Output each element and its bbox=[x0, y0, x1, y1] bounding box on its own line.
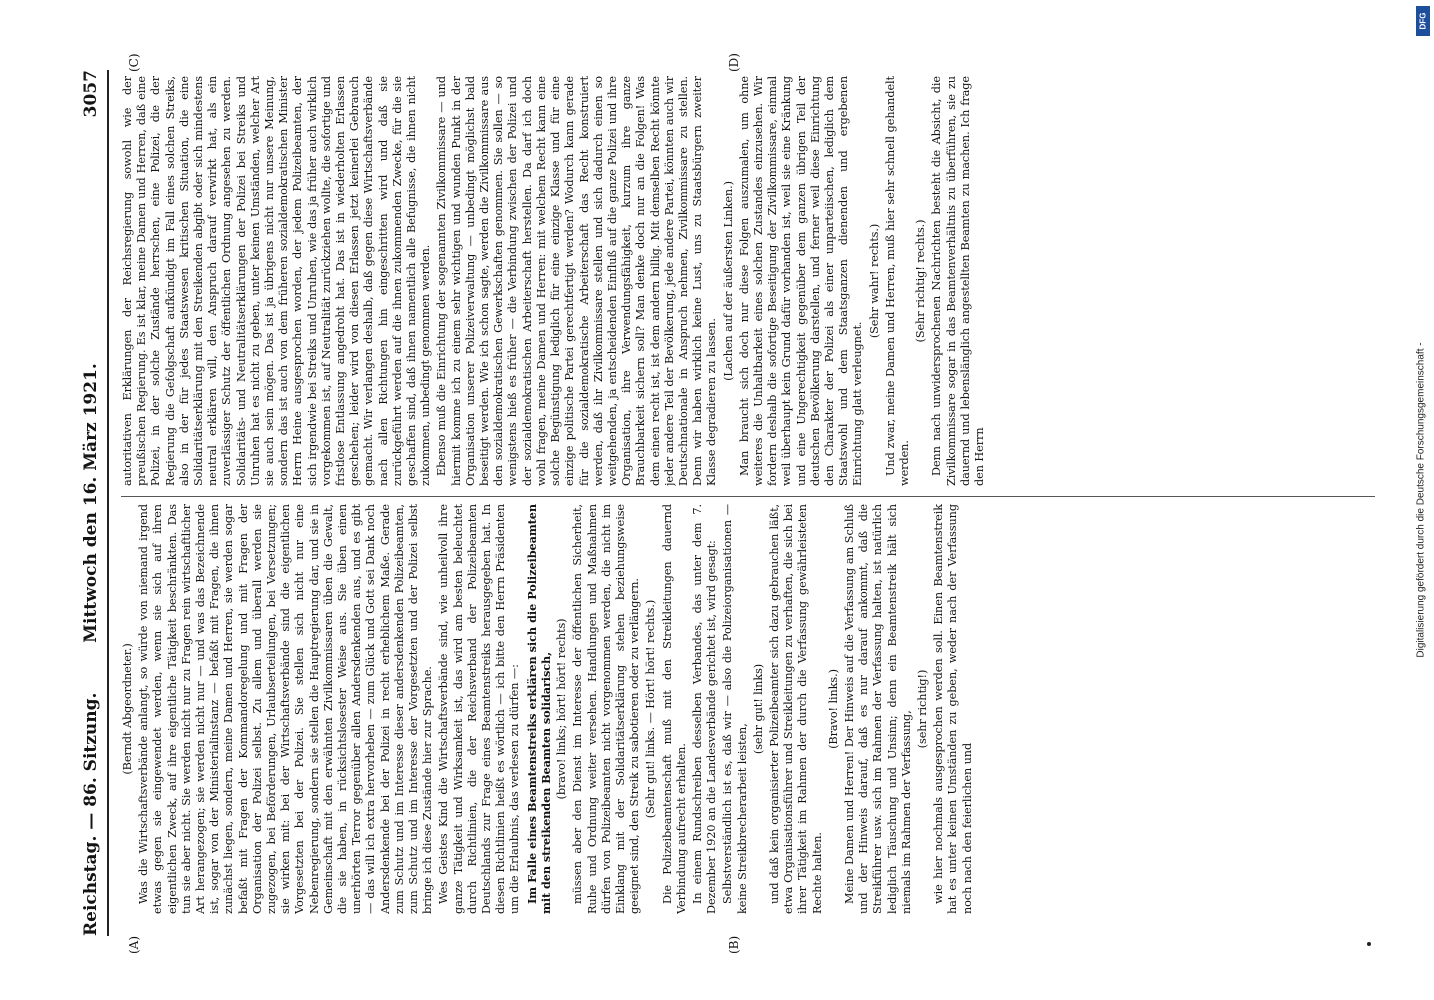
margin-marker-a: (A) bbox=[127, 935, 141, 954]
header-date: Mittwoch den 16. März 1921. bbox=[81, 363, 101, 643]
interjection: (Bravo! links.) bbox=[826, 669, 840, 749]
interjection: (sehr gut! links) bbox=[751, 663, 765, 755]
interjection: (Sehr wahr! rechts.) bbox=[867, 223, 881, 339]
margin-marker-d: (D) bbox=[727, 53, 741, 72]
paragraph: Meine Damen und Herren! Der Hinweis auf die Verfassung am Schluß und der Hinweis darauf, daß es nur darauf ankommt, daß die Streikführer usw. sich im Rahmen der Verfassung halten, ist natürlich lediglich Täuschung und Unsinn; denn ein Beamtenstreik hält sich niemals im Rahmen der Verfassung, bbox=[842, 504, 913, 914]
interjection: (sehr richtig!) bbox=[915, 669, 929, 749]
quote-paragraph: Im Falle eines Beamtenstreiks erklären sich die Polizeibeamten mit den streikenden Beamten solidarisch, bbox=[524, 504, 553, 914]
ink-dot bbox=[1367, 942, 1371, 946]
margin-marker-c: (C) bbox=[127, 53, 141, 72]
margin-marker-b: (B) bbox=[727, 935, 741, 954]
column-divider bbox=[121, 496, 1375, 497]
paragraph: autoritativen Erklärungen der Reichsregierung sowohl wie der preußischen Regierung. Es ist klar, meine Damen und Herren, daß eine Polizei, in der solche Zustände herrschen, eine Polizei, die der Regierung die Gefolgschaft aufkündigt im Fall eines solchen Streiks, also in der für jedes Staatswesen kritischen Situation, die eine Solidaritätserklärung mit den Streikenden abgibt oder sich mindestens neutral erklären will, den Anspruch darauf verwirkt hat, als ein zuverlässiger Schutz der öffentlichen Ordnung angesehen zu werden. Solidaritäts- und Neutralitätserklärungen der Polizei bei Streiks und Unruhen hat es nicht zu geben, unter keinen Umständen, welcher Art sie auch sein mögen. Das ist ja übrigens nicht nur unsere Meinung, sondern das ist auch von dem früheren sozialdemokratischen Minister Herrn Heine ausgesprochen worden, der jedem Polizeibeamten, der sich irgendwie bei Streiks und Unruhen, wie das ja früher auch wirklich vorgekommen ist, auf Neutralität zurückziehen wollte, die sofortige und fristlose Entlassung angedroht hat. Das ist in wiederholten Erlassen geschehen; leider wird von diesen Erlassen jetzt keinerlei Gebrauch gemacht. Wir verlangen deshalb, daß gegen diese Wirtschaftsverbände nach allen Richtungen hin eingeschritten wird und daß sie zurückgeführt werden auf die ihnen zukommenden Zwecke, für die sie geschaffen sind, daß ihnen namentlich alle Befugnisse, die ihnen nicht zukommen, unbedingt genommen werden. bbox=[121, 76, 433, 486]
paragraph: Und zwar, meine Damen und Herren, muß hier sehr schnell gehandelt werden. bbox=[883, 76, 911, 486]
paragraph: Denn nach unwidersprochenen Nachrichten besteht die Absicht, die Zivilkommissare sogar in das Beamtenverhältnis zu überführen, sie zu dauernd und lebenslänglich angestellten Beamten zu machen. Ich frage den Herrn bbox=[930, 76, 986, 486]
interjection: (Lachen auf der äußersten Linken.) bbox=[721, 181, 735, 381]
paragraph: Wes Geistes Kind die Wirtschaftsverbände sind, wie unheilvoll ihre ganze Tätigkeit und Wirksamkeit ist, das wird am besten beleuchtet durch Richtlinien, die der Reichsverband der Polizeibeamten Deutschlands zur Frage eines Beamtenstreiks herausgegeben hat. In diesen Richtlinien heißt es wörtlich — ich bitte den Herrn Präsidenten um die Erlaubnis, das verlesen zu dürfen —: bbox=[437, 504, 522, 914]
dfg-logo: DFG bbox=[1416, 6, 1430, 36]
quote-paragraph: Selbstverständlich ist es, daß wir — also die Polizeiorganisationen — keine Streikbrecherarbeit leisten, bbox=[721, 504, 749, 914]
paragraph: Ebenso muß die Einrichtung der sogenannten Zivilkommissare — und hiermit komme ich zu einem sehr wichtigen und wunden Punkt in der Organisation unserer Polizeiverwaltung — unbedingt möglichst bald beseitigt werden. Wie ich schon sagte, werden die Zivilkommissare aus den sozialdemokratischen Gewerkschaften genommen. Sie sollen — so wenigstens hieß es früher — die Verbindung zwischen der Polizei und der sozialdemokratischen Arbeiterschaft herstellen. Da darf ich doch wohl fragen, meine Damen und Herren: mit welchem Recht kann eine solche Begünstigung lediglich für eine einzige Klasse und für eine einzige politische Partei gerechtfertigt werden? Wodurch kann gerade für die sozialdemokratische Arbeiterschaft das Recht konstruiert werden, daß ihr Zivilkommissare stellen und sich dadurch einen so weitgehenden, ja entscheidenden Einfluß auf die ganze Polizei und ihre Organisation, ihre Verwendungsfähigkeit, kurzum ihre ganze Brauchbarkeit sichern soll? Man denke doch nur an die Folgen! Was dem einen recht ist, ist dem andern billig. Mit demselben Recht könnte jeder andere Teil der Bevölkerung, jede andere Partei, könnten auch wir Deutschnationale in Anspruch nehmen, Zivilkommissare zu stellen. Denn wir haben wirklich keine Lust, uns zu Staatsbürgern zweiter Klasse degradieren zu lassen. bbox=[435, 76, 719, 486]
page-header bbox=[77, 70, 109, 936]
speaker-line: (Berndt Abgeordneter.) bbox=[121, 643, 134, 775]
right-column bbox=[121, 76, 1375, 486]
left-column bbox=[121, 504, 1375, 914]
paragraph: Was die Wirtschaftsverbände anlangt, so würde von niemand irgend etwas gegen sie eingewendet werden, wenn sie sich auf ihren eigentlichen Zweck, auf ihre eigentliche Tätigkeit beschränkten. Das tun sie aber nicht. Sie werden nicht nur zu Fragen rein wirtschaftlicher Art herangezogen; sie werden nicht nur — und was das Bezeichnende ist, sogar von der Ministerialinstanz — befaßt mit Fragen, die ihnen zunächst liegen, sondern, meine Damen und Herren, sie werden sogar befaßt mit Fragen der Kommandoregelung und mit Fragen der Organisation der Polizei selbst. Zu allem und überall werden sie zugezogen, bei Beförderungen, Urlaubserteilungen, bei Versetzungen; sie wirken mit: bei der Wirtschaftsverbände sind die eigentlichen Vorgesetzten bei der Polizei. Sie stellen sich nicht nur eine Nebenregierung, sondern sie stellen die Hauptregierung dar, und sie in Gemeinschaft mit den erwähnten Zivilkommissaren üben die Gewalt, die sie haben, in rücksichtslosester Weise aus. Sie üben einen unerhörten Terror gegenüber allen Andersdenkenden aus, und es gibt — das will ich extra hervorheben — zum Glück und Gott sei Dank noch Andersdenkende bei der Polizei in recht erheblichem Maße. Gerade zum Schutz und im Interesse dieser andersdenkenden Polizeibeamten, zum Schutz und im Interesse der Vorgesetzten und der Polizei selbst bringe ich diese Zustände hier zur Sprache. bbox=[137, 504, 435, 914]
interjection: (Sehr richtig! rechts.) bbox=[914, 219, 928, 343]
rotated-page bbox=[37, 40, 1397, 960]
page-number: 3057 bbox=[81, 70, 101, 118]
header-session: Reichstag. — 86. Sitzung. bbox=[81, 692, 101, 936]
digitization-note-text: Digitalisierung gefördert durch die Deutsche Forschungsgemeinschaft - bbox=[1415, 342, 1427, 658]
quote-paragraph: Die Polizeibeamtenschaft muß mit den Streikleitungen dauernd Verbindung aufrecht erhalten. bbox=[660, 504, 688, 914]
quote-paragraph: müssen aber den Dienst im Interesse der öffentlichen Sicherheit, Ruhe und Ordnung weiter versehen. Handlungen und Maßnahmen dürfen von Polizeibeamten nicht vorgenommen werden, die nicht im Einklang mit der Solidaritätserklärung stehen beziehungsweise geeignet sind, den Streik zu sabotieren oder zu verlängern. bbox=[571, 504, 642, 914]
interjection: (bravo! links; hört! hört! rechts) bbox=[555, 618, 569, 800]
paragraph: Man braucht sich doch nur diese Folgen auszumalen, um ohne weiteres die Unhaltbarkeit eines solchen Zustandes einzusehen. Wir fordern deshalb die sofortige Beseitigung der Zivilkommissare, einmal weil überhaupt kein Grund dafür vorhanden ist, weil sie eine Kränkung und eine Ungerechtigkeit gegenüber dem ganzen übrigen Teil der deutschen Bevölkerung darstellen, und ferner weil diese Einrichtung den Charakter der Polizei als einer unparteiischen, lediglich dem Staatswohl und dem Staatsganzen dienenden und ergebenen Einrichtung glatt verleugnet. bbox=[737, 76, 865, 486]
interjection: (Sehr gut! links. — Hört! hört! rechts.) bbox=[644, 599, 658, 819]
paragraph: wie hier nochmals ausgesprochen werden soll. Einen Beamtenstreik hat es unter keinen Umständen zu geben, weder nach der Verfassung noch nach den feierlichen und bbox=[932, 504, 974, 914]
paragraph: In einem Rundschreiben desselben Verbandes, das unter dem 7. Dezember 1920 an die Landesverbände gerichtet ist, wird gesagt: bbox=[690, 504, 719, 914]
quote-paragraph: und daß kein organisierter Polizeibeamter sich dazu gebrauchen läßt, etwa Organisationsführer und Streikleitungen zu verhaften, die sich bei ihrer Tätigkeit im Rahmen der durch die Verfassung gewährleisteten Rechte halten. bbox=[767, 504, 824, 914]
digitization-note bbox=[1412, 0, 1430, 1000]
